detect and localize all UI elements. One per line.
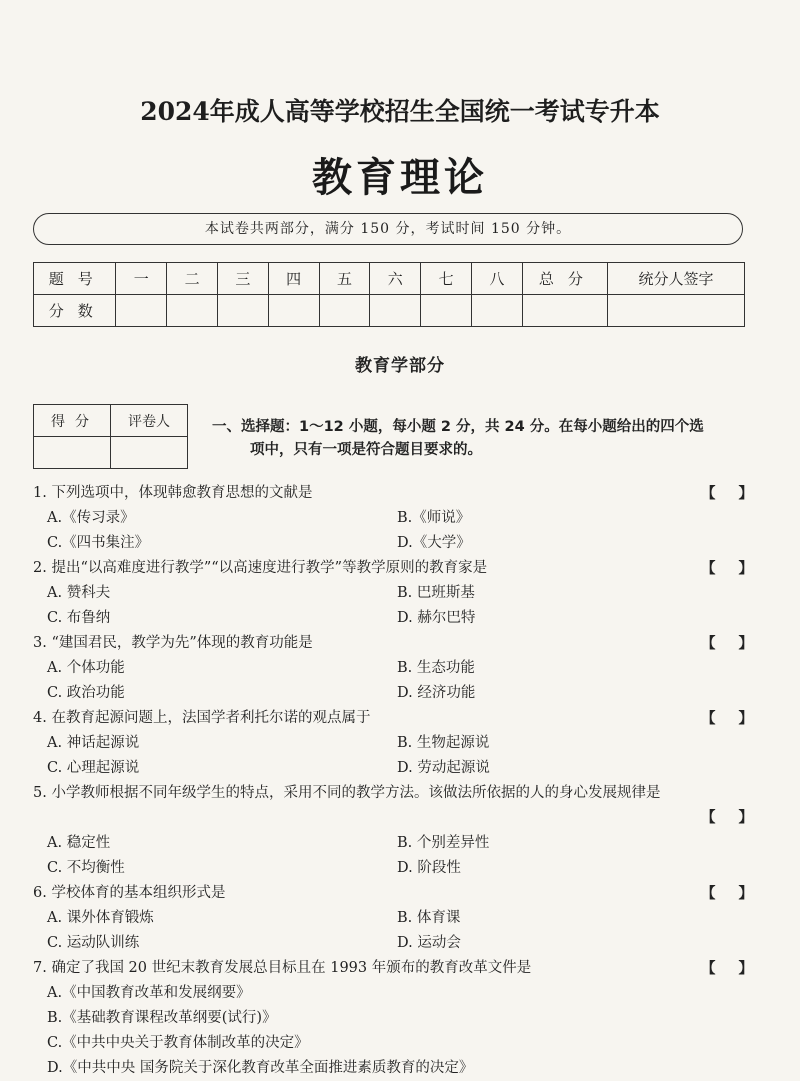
option-a: A.《中国教育改革和发展纲要》 <box>47 985 251 1001</box>
bracket-close: 】 <box>738 885 753 902</box>
score-cell <box>471 295 522 327</box>
score-cell <box>370 295 421 327</box>
bracket-close: 】 <box>738 960 753 977</box>
options <box>33 906 753 956</box>
options <box>33 581 753 631</box>
score-cell <box>167 295 218 327</box>
option-d: D. 运动会 <box>397 935 461 951</box>
column-2: 二 <box>167 263 218 295</box>
options <box>33 981 753 1081</box>
section-instructions-line1: 一、选择题：1～12 小题，每小题 2 分，共 24 分。在每小题给出的四个选 <box>212 419 704 435</box>
answer-bracket <box>701 956 753 981</box>
signature-label: 统分人签字 <box>608 263 745 295</box>
part-title: 教育学部分 <box>355 356 445 376</box>
option-c: C. 政治功能 <box>47 685 125 701</box>
question-number-label: 题号 <box>34 263 116 295</box>
question-stem <box>33 781 753 806</box>
column-7: 七 <box>421 263 472 295</box>
question-text: 3. “建国君民，教学为先”体现的教育功能是 <box>33 635 313 651</box>
question-stem <box>33 956 753 981</box>
grader-name-label: 评卷人 <box>111 405 188 437</box>
question-4 <box>33 706 753 781</box>
option-a: A. 课外体育锻炼 <box>47 910 154 926</box>
answer-line <box>33 806 753 831</box>
answer-bracket <box>701 806 753 827</box>
bracket-close: 】 <box>738 485 753 502</box>
question-text: 6. 学校体育的基本组织形式是 <box>33 885 226 901</box>
option-d: D. 阶段性 <box>397 860 461 876</box>
option-c: C.《四书集注》 <box>47 535 150 551</box>
column-3: 三 <box>217 263 268 295</box>
bracket-open: 【 <box>701 885 716 902</box>
bracket-close: 】 <box>738 710 753 727</box>
exam-notice: 本试卷共两部分，满分 150 分，考试时间 150 分钟。 <box>33 213 743 245</box>
question-text: 5. 小学教师根据不同年级学生的特点，采用不同的教学方法。该做法所依据的人的身心发展规律是 <box>33 785 661 801</box>
option-d: D.《中共中央 国务院关于深化教育改革全面推进素质教育的决定》 <box>47 1060 474 1076</box>
answer-bracket <box>701 481 753 506</box>
answer-bracket <box>701 881 753 906</box>
exam-header <box>0 92 800 203</box>
bracket-open: 【 <box>701 560 716 577</box>
question-2 <box>33 556 753 631</box>
option-b: B. 巴班斯基 <box>397 585 475 601</box>
question-stem <box>33 481 753 506</box>
option-b: B. 个别差异性 <box>397 835 490 851</box>
score-cell <box>268 295 319 327</box>
score-label: 分数 <box>34 295 116 327</box>
score-cell <box>116 295 167 327</box>
options <box>33 656 753 706</box>
bracket-close: 】 <box>738 809 753 826</box>
question-stem <box>33 706 753 731</box>
question-stem <box>33 881 753 906</box>
question-6 <box>33 881 753 956</box>
question-list <box>33 481 753 1081</box>
bracket-open: 【 <box>701 809 716 826</box>
score-cell <box>319 295 370 327</box>
question-7 <box>33 956 753 1081</box>
options <box>33 506 753 556</box>
grader-score-label: 得分 <box>34 405 111 437</box>
bracket-open: 【 <box>701 635 716 652</box>
option-c: C. 不均衡性 <box>47 860 125 876</box>
score-table <box>33 262 745 327</box>
bracket-open: 【 <box>701 710 716 727</box>
column-5: 五 <box>319 263 370 295</box>
score-cell <box>421 295 472 327</box>
score-table-score-row <box>34 295 745 327</box>
option-a: A. 神话起源说 <box>47 735 140 751</box>
answer-bracket <box>701 706 753 731</box>
grader-name-cell <box>111 437 188 469</box>
section-instructions-line2: 项中，只有一项是符合题目要求的。 <box>250 442 482 458</box>
question-text: 4. 在教育起源问题上，法国学者利托尔诺的观点属于 <box>33 710 371 726</box>
option-b: B.《师说》 <box>397 510 471 526</box>
option-c: C.《中共中央关于教育体制改革的决定》 <box>47 1035 309 1051</box>
bracket-open: 【 <box>701 960 716 977</box>
question-stem <box>33 631 753 656</box>
option-d: D. 劳动起源说 <box>397 760 490 776</box>
column-1: 一 <box>116 263 167 295</box>
total-score-cell <box>522 295 607 327</box>
option-d: D. 赫尔巴特 <box>397 610 476 626</box>
question-text: 1. 下列选项中，体现韩愈教育思想的文献是 <box>33 485 313 501</box>
option-b: B. 体育课 <box>397 910 461 926</box>
exam-title: 2024年成人高等学校招生全国统一考试专升本 <box>140 97 660 126</box>
column-8: 八 <box>471 263 522 295</box>
question-5 <box>33 781 753 881</box>
column-4: 四 <box>268 263 319 295</box>
bracket-open: 【 <box>701 485 716 502</box>
option-a: A. 个体功能 <box>47 660 125 676</box>
option-c: C. 布鲁纳 <box>47 610 111 626</box>
option-b: B.《基础教育课程改革纲要(试行)》 <box>47 1010 277 1026</box>
options <box>33 731 753 781</box>
bracket-close: 】 <box>738 560 753 577</box>
answer-bracket <box>701 556 753 581</box>
grader-table <box>33 404 188 469</box>
score-cell <box>217 295 268 327</box>
grader-score-cell <box>34 437 111 469</box>
option-a: A.《传习录》 <box>47 510 135 526</box>
option-d: D. 经济功能 <box>397 685 476 701</box>
option-c: C. 运动队训练 <box>47 935 140 951</box>
answer-bracket <box>701 631 753 656</box>
bracket-close: 】 <box>738 635 753 652</box>
subject-title: 教育理论 <box>312 154 488 201</box>
signature-cell <box>608 295 745 327</box>
question-text: 7. 确定了我国 20 世纪末教育发展总目标且在 1993 年颁布的教育改革文件是 <box>33 960 532 976</box>
option-c: C. 心理起源说 <box>47 760 140 776</box>
option-b: B. 生态功能 <box>397 660 475 676</box>
total-label: 总分 <box>522 263 607 295</box>
option-a: A. 赞科夫 <box>47 585 111 601</box>
column-6: 六 <box>370 263 421 295</box>
options <box>33 831 753 881</box>
question-1 <box>33 481 753 556</box>
question-text: 2. 提出“以高难度进行教学”“以高速度进行教学”等教学原则的教育家是 <box>33 560 488 576</box>
option-a: A. 稳定性 <box>47 835 111 851</box>
option-b: B. 生物起源说 <box>397 735 490 751</box>
score-table-header-row <box>34 263 745 295</box>
option-d: D.《大学》 <box>397 535 471 551</box>
question-stem <box>33 556 753 581</box>
section-instructions <box>212 416 752 462</box>
question-3 <box>33 631 753 706</box>
